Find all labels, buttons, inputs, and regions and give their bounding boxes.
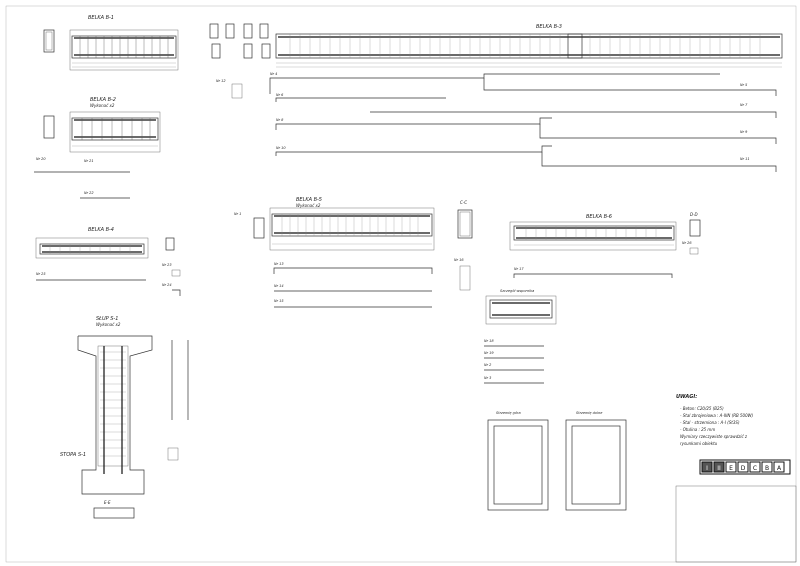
beam-b6-title: BELKA B-6 xyxy=(586,214,612,220)
stamp-cell: II xyxy=(717,465,721,472)
bar-label: Nr 22 xyxy=(84,191,94,195)
section-d-label: D-D xyxy=(690,212,698,217)
bar-label: Nr 23 xyxy=(162,263,172,267)
notes-block xyxy=(676,394,754,446)
beam-b1-section xyxy=(44,30,54,52)
bar-label: Nr 20 xyxy=(36,157,46,161)
section-c xyxy=(454,200,472,290)
bar-label: Nr 26 xyxy=(682,241,692,245)
notes-heading: UWAGI: xyxy=(676,394,698,400)
bar-label: Nr 4 xyxy=(270,72,278,76)
bar-label: Nr 2 xyxy=(484,363,492,367)
column-s1 xyxy=(60,316,188,518)
notes-line: rysunkami obiektu xyxy=(680,441,718,446)
bar-label: Nr 13 xyxy=(274,262,284,266)
bar-label: Nr 10 xyxy=(276,146,286,150)
section-e-label: E-E xyxy=(104,500,111,505)
beam-b5-title: BELKA B-5 xyxy=(296,197,322,203)
beam-b3 xyxy=(216,24,782,172)
revision-stamp xyxy=(700,460,790,474)
bar-label: Nr 8 xyxy=(276,118,284,122)
bar-label: Nr 7 xyxy=(740,103,748,107)
notes-line: - Stal zbrojeniowa : A-IIIN (RB 500W) xyxy=(680,413,754,418)
stirrup-lower xyxy=(566,411,626,510)
beam-b2-title: BELKA B-2 xyxy=(90,97,116,103)
stamp-cell: A xyxy=(776,465,782,472)
bar-label: Nr 9 xyxy=(740,130,748,134)
notes-line: Wymiary rzeczywiste sprawdzić z xyxy=(680,434,748,439)
bar-label: Nr 3 xyxy=(484,376,492,380)
bar-label: Nr 18 xyxy=(484,339,494,343)
stirrup-lower-label: Strzemię dolne xyxy=(576,411,603,415)
foundation-title: STOPA S-1 xyxy=(60,452,87,458)
sheet-frame xyxy=(6,6,796,562)
beam-b4-title: BELKA B-4 xyxy=(88,227,114,233)
bar-label: Nr 5 xyxy=(740,83,748,87)
beam-b2-section xyxy=(44,116,54,138)
column-title: SŁUP S-1 xyxy=(96,316,119,322)
beam-b3-title: BELKA B-3 xyxy=(536,24,562,30)
beam-b5 xyxy=(234,197,434,307)
beam-b1 xyxy=(44,15,178,70)
stirrup-upper-label: Strzemię góra xyxy=(496,411,521,415)
beam-b2 xyxy=(34,97,160,198)
bar-label: Nr 25 xyxy=(36,272,46,276)
notes-line: - Otulina : 25 mm xyxy=(680,427,716,432)
bar-label: Nr 17 xyxy=(514,267,524,271)
detail-label: Szczegół wspornika xyxy=(500,289,535,293)
notes-line: - Beton: C20/25 (B25) xyxy=(680,406,724,411)
stamp-cell: B xyxy=(764,465,770,472)
bar-label: Nr 21 xyxy=(84,159,94,163)
bar-label: Nr 16 xyxy=(454,258,464,262)
notes-line: - Stal - strzemiona : A-I (St3S) xyxy=(680,420,740,425)
stirrup-upper xyxy=(488,411,548,510)
bar-label: Nr 14 xyxy=(274,284,284,288)
stamp-cell: E xyxy=(729,465,733,472)
stamp-cell: D xyxy=(740,465,746,472)
beam-b1-title: BELKA B-1 xyxy=(88,15,114,21)
column-note: Wykonać x2 xyxy=(96,322,121,327)
section-c-label: C-C xyxy=(460,200,468,205)
bar-label: Nr 19 xyxy=(484,351,494,355)
beam-b6 xyxy=(510,212,700,278)
bar-label: Nr 12 xyxy=(216,79,226,83)
title-block xyxy=(676,486,796,562)
beam-b2-note: Wykonać x2 xyxy=(90,103,115,108)
beam-b5-note: Wykonać x2 xyxy=(296,203,321,208)
beam-b3-sections xyxy=(210,24,270,58)
stamp-cell: I xyxy=(706,465,708,472)
cantilever-detail xyxy=(484,289,556,383)
bar-label: Nr 24 xyxy=(162,283,172,287)
bar-label: Nr 6 xyxy=(276,93,284,97)
bar-label: Nr 11 xyxy=(740,157,750,161)
bar-label: Nr 1 xyxy=(234,212,242,216)
beam-b4 xyxy=(36,227,180,296)
bar-label: Nr 15 xyxy=(274,299,284,303)
stamp-cell: C xyxy=(752,465,758,472)
